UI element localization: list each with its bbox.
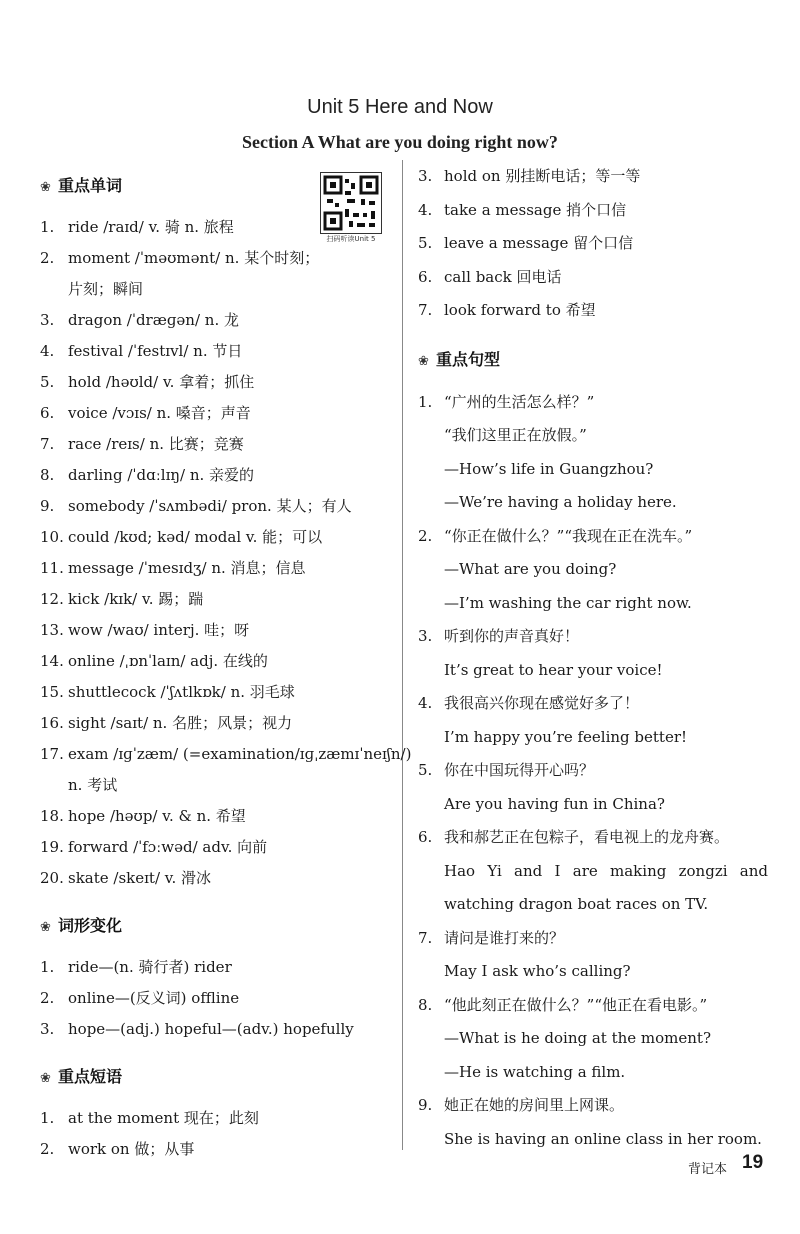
item-text: 我和郝艺正在包粽子，看电视上的龙舟赛。 bbox=[444, 828, 730, 846]
item-text: leave a message 留个口信 bbox=[444, 234, 634, 252]
section-marker-icon: ❀ bbox=[40, 180, 51, 195]
unit-title: Unit 5 Here and Now bbox=[307, 96, 493, 118]
item-number: 5. bbox=[40, 373, 55, 391]
list-item bbox=[40, 952, 390, 983]
item-text: ride /raɪd/ v. 骑 n. 旅程 bbox=[68, 218, 234, 236]
item-text: —He is watching a film. bbox=[444, 1062, 626, 1081]
list-item bbox=[418, 888, 770, 922]
item-text: ride—(n. 骑行者) rider bbox=[68, 958, 232, 976]
list-item bbox=[418, 520, 770, 554]
item-number: 6. bbox=[40, 404, 55, 422]
section-marker-icon: ❀ bbox=[40, 1071, 51, 1086]
item-text: forward /ˈfɔːwəd/ adv. 向前 bbox=[68, 838, 268, 856]
item-number: 3. bbox=[40, 1020, 55, 1038]
list-item bbox=[418, 261, 770, 295]
item-number: 6. bbox=[418, 828, 433, 846]
item-number: 19. bbox=[40, 838, 64, 856]
list-item bbox=[418, 160, 770, 194]
item-text: —What is he doing at the moment? bbox=[444, 1029, 712, 1047]
item-number: 11. bbox=[40, 559, 64, 577]
list-item bbox=[40, 522, 390, 553]
list-item bbox=[40, 832, 390, 863]
list-item bbox=[418, 721, 770, 755]
list-item bbox=[40, 646, 390, 677]
item-number: 14. bbox=[40, 652, 64, 670]
item-number: 3. bbox=[418, 167, 433, 185]
item-text: wow /waʊ/ interj. 哇；呀 bbox=[68, 621, 250, 639]
item-text: online /ˌɒnˈlaɪn/ adj. 在线的 bbox=[68, 652, 268, 670]
item-text: watching dragon boat races on TV. bbox=[444, 895, 709, 913]
phrases-list bbox=[40, 1103, 390, 1165]
item-number: 3. bbox=[418, 627, 433, 645]
item-text: exam /ɪɡˈzæm/ (=examination/ɪɡˌzæmɪˈneɪʃn/) bbox=[68, 745, 412, 763]
item-text: hope /həʊp/ v. & n. 希望 bbox=[68, 807, 246, 825]
item-text: —We’re having a holiday here. bbox=[444, 493, 677, 511]
list-item bbox=[418, 654, 770, 688]
item-text: hope—(adj.) hopeful—(adv.) hopefully bbox=[68, 1020, 354, 1038]
list-item bbox=[40, 491, 390, 522]
list-item bbox=[418, 1123, 770, 1157]
phrases-list-continued bbox=[418, 160, 770, 328]
item-text: at the moment 现在；此刻 bbox=[68, 1109, 259, 1127]
item-text: race /reɪs/ n. 比赛；竞赛 bbox=[68, 435, 244, 453]
list-item bbox=[40, 983, 390, 1014]
sentences-heading: ❀ 重点句型 bbox=[418, 342, 770, 378]
item-text: May I ask who’s calling? bbox=[444, 962, 631, 980]
item-number: 3. bbox=[40, 311, 55, 329]
item-number: 18. bbox=[40, 807, 64, 825]
item-text: skate /skeɪt/ v. 滑冰 bbox=[68, 869, 211, 887]
item-text: 听到你的声音真好！ bbox=[444, 627, 580, 645]
list-item bbox=[418, 620, 770, 654]
left-column bbox=[40, 168, 412, 1165]
item-number: 9. bbox=[40, 497, 55, 515]
item-number: 2. bbox=[40, 1140, 55, 1158]
item-text: look forward to 希望 bbox=[444, 301, 596, 319]
item-text: online—(反义词) offline bbox=[68, 989, 240, 1007]
item-text: hold on 别挂断电话；等一等 bbox=[444, 167, 641, 185]
item-text: 请问是谁打来的？ bbox=[444, 928, 565, 947]
item-text: Hao Yi and I are making zongzi and bbox=[444, 861, 768, 880]
word-forms-heading: ❀ 词形变化 bbox=[40, 908, 390, 944]
vocab-list bbox=[40, 212, 412, 894]
list-item bbox=[40, 274, 390, 305]
list-item bbox=[40, 615, 390, 646]
list-item bbox=[418, 788, 770, 822]
item-text: “他此刻正在做什么？”“他正在看电影。” bbox=[444, 995, 708, 1014]
item-number: 1. bbox=[40, 1109, 55, 1127]
item-text: 片刻；瞬间 bbox=[68, 280, 144, 298]
item-number: 9. bbox=[418, 1096, 433, 1114]
list-item bbox=[418, 1056, 770, 1090]
list-item bbox=[40, 336, 390, 367]
item-text: shuttlecock /ˈʃʌtlkɒk/ n. 羽毛球 bbox=[68, 683, 295, 701]
item-number: 5. bbox=[418, 234, 433, 252]
list-item bbox=[418, 754, 770, 788]
item-text: take a message 捎个口信 bbox=[444, 200, 627, 219]
item-text: hold /həʊld/ v. 拿着；抓住 bbox=[68, 373, 255, 391]
item-text: “广州的生活怎么样？” bbox=[444, 392, 595, 411]
item-number: 8. bbox=[418, 995, 433, 1014]
item-text: 我很高兴你现在感觉好多了！ bbox=[444, 694, 640, 712]
list-item bbox=[418, 587, 770, 621]
item-number: 13. bbox=[40, 621, 64, 639]
item-text: kick /kɪk/ v. 踢；踹 bbox=[68, 590, 204, 608]
list-item bbox=[40, 553, 390, 584]
item-number: 6. bbox=[418, 267, 433, 286]
list-item bbox=[418, 294, 770, 328]
item-number: 7. bbox=[418, 928, 433, 947]
list-item bbox=[40, 212, 390, 243]
list-item bbox=[418, 989, 770, 1023]
list-item bbox=[418, 687, 770, 721]
list-item bbox=[418, 821, 770, 855]
item-number: 15. bbox=[40, 683, 64, 701]
list-item bbox=[40, 584, 390, 615]
list-item bbox=[40, 460, 390, 491]
item-number: 2. bbox=[40, 249, 55, 267]
item-text: —How’s life in Guangzhou? bbox=[444, 459, 654, 478]
list-item bbox=[40, 1103, 390, 1134]
list-item bbox=[418, 922, 770, 956]
item-number: 20. bbox=[40, 869, 64, 887]
word-forms-list bbox=[40, 952, 390, 1045]
list-item bbox=[418, 1022, 770, 1056]
item-text: sight /saɪt/ n. 名胜；风景；视力 bbox=[68, 714, 293, 732]
list-item bbox=[40, 429, 390, 460]
list-item bbox=[40, 770, 390, 801]
item-number: 4. bbox=[40, 342, 55, 360]
item-number: 4. bbox=[418, 200, 433, 219]
list-item bbox=[418, 386, 770, 420]
item-number: 5. bbox=[418, 761, 433, 779]
item-number: 2. bbox=[40, 989, 55, 1007]
item-text: I’m happy you’re feeling better! bbox=[444, 727, 688, 746]
item-text: could /kʊd; kəd/ modal v. 能；可以 bbox=[68, 528, 323, 546]
list-item bbox=[418, 855, 770, 889]
list-item bbox=[40, 243, 390, 274]
list-item bbox=[40, 1134, 390, 1165]
list-item bbox=[418, 194, 770, 228]
list-item bbox=[418, 1089, 770, 1123]
phrases-heading: ❀ 重点短语 bbox=[40, 1059, 390, 1095]
qr-code-label: 扫码听读Unit 5 bbox=[326, 235, 376, 243]
item-number: 17. bbox=[40, 745, 64, 763]
item-text: —What are you doing? bbox=[444, 560, 617, 578]
item-text: work on 做；从事 bbox=[68, 1140, 195, 1158]
item-text: dragon /ˈdræɡən/ n. 龙 bbox=[68, 311, 239, 329]
column-divider bbox=[402, 160, 403, 1150]
list-item bbox=[418, 227, 770, 261]
item-text: darling /ˈdɑːlɪŋ/ n. 亲爱的 bbox=[68, 466, 255, 484]
list-item bbox=[418, 453, 770, 487]
list-item bbox=[40, 863, 390, 894]
item-text: 她正在她的房间里上网课。 bbox=[444, 1096, 625, 1114]
item-number: 1. bbox=[40, 958, 55, 976]
item-text: “我们这里正在放假。” bbox=[444, 426, 587, 444]
list-item bbox=[418, 419, 770, 453]
page-number: 19 bbox=[742, 1152, 764, 1173]
item-number: 8. bbox=[40, 466, 55, 484]
item-text: moment /ˈməʊmənt/ n. 某个时刻； bbox=[68, 249, 320, 267]
item-text: somebody /ˈsʌmbədi/ pron. 某人；有人 bbox=[68, 497, 352, 515]
item-text: It’s great to hear your voice! bbox=[444, 660, 663, 679]
section-marker-icon: ❀ bbox=[418, 353, 429, 369]
item-number: 10. bbox=[40, 528, 64, 546]
section-marker-icon: ❀ bbox=[40, 920, 51, 935]
right-column bbox=[418, 160, 770, 1156]
vocab-heading: ❀ 重点单词 bbox=[40, 168, 390, 204]
item-number: 1. bbox=[40, 218, 55, 236]
list-item bbox=[418, 553, 770, 587]
section-title: Section A What are you doing right now? bbox=[242, 132, 558, 152]
list-item bbox=[40, 677, 390, 708]
item-text: festival /ˈfestɪvl/ n. 节日 bbox=[68, 342, 243, 360]
item-text: Are you having fun in China? bbox=[444, 794, 665, 813]
list-item bbox=[40, 1014, 390, 1045]
item-number: 16. bbox=[40, 714, 64, 732]
list-item bbox=[418, 486, 770, 520]
list-item bbox=[418, 955, 770, 989]
item-text: call back 回电话 bbox=[444, 267, 562, 286]
list-item bbox=[40, 801, 390, 832]
list-item bbox=[40, 739, 412, 770]
list-item bbox=[40, 398, 390, 429]
sentences-list bbox=[418, 386, 770, 1157]
list-item bbox=[40, 367, 390, 398]
item-text: 你在中国玩得开心吗？ bbox=[444, 761, 595, 779]
item-text: “你正在做什么？”“我现在正在洗车。” bbox=[444, 526, 693, 545]
item-text: message /ˈmesɪdʒ/ n. 消息；信息 bbox=[68, 559, 306, 577]
item-text: voice /vɔɪs/ n. 嗓音；声音 bbox=[68, 404, 251, 422]
list-item bbox=[40, 708, 390, 739]
item-text: —I’m washing the car right now. bbox=[444, 593, 692, 612]
item-number: 12. bbox=[40, 590, 64, 608]
item-number: 7. bbox=[40, 435, 55, 453]
item-number: 7. bbox=[418, 301, 433, 319]
footer-label: 背记本 bbox=[688, 1162, 728, 1177]
item-number: 1. bbox=[418, 392, 433, 411]
item-number: 2. bbox=[418, 526, 433, 545]
item-number: 4. bbox=[418, 694, 433, 712]
item-text: n. 考试 bbox=[68, 776, 118, 794]
list-item bbox=[40, 305, 390, 336]
item-text: She is having an online class in her room. bbox=[444, 1129, 762, 1148]
